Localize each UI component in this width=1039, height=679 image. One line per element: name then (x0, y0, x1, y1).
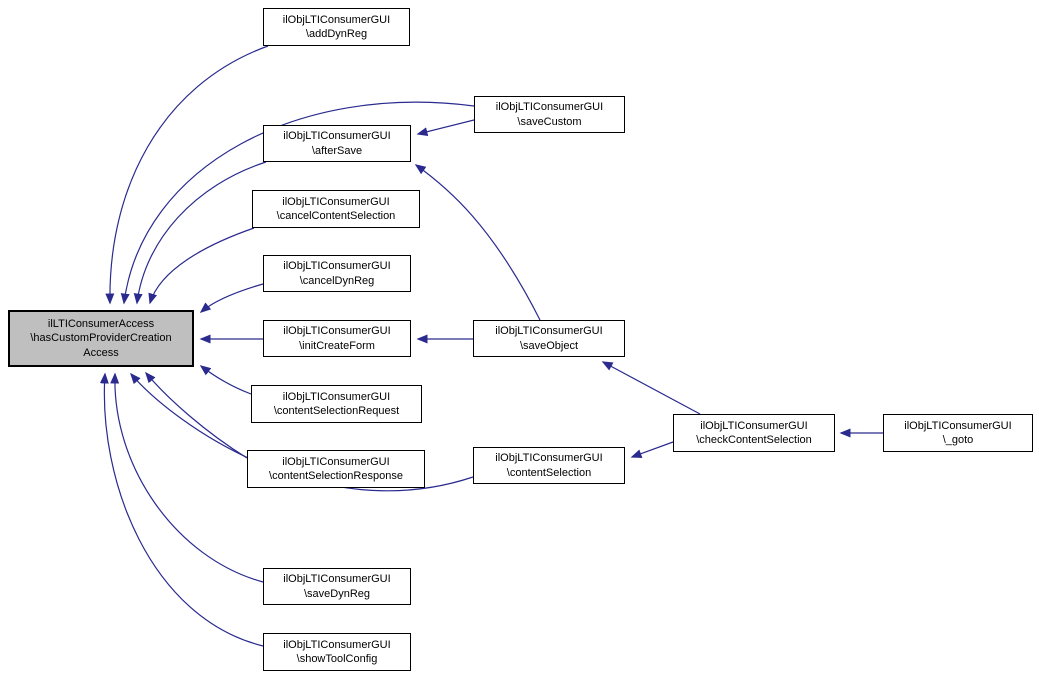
graph-node-label-line: \saveDynReg (303, 587, 371, 600)
edge-checkContentSelection-to-contentSelection (632, 442, 673, 457)
graph-node-label-line: \afterSave (311, 144, 363, 157)
graph-node-hasCustomProviderCreationAccess (8, 310, 194, 367)
graph-node-label-line: \initCreateForm (299, 339, 375, 352)
graph-node-label-line: Access (83, 346, 119, 359)
graph-node-label-line: ilObjLTIConsumerGUI (495, 325, 603, 338)
graph-node-label-line: \saveObject (519, 339, 579, 352)
graph-node-saveObject[interactable] (473, 320, 625, 357)
graph-node-label-line: \checkContentSelection (696, 434, 812, 446)
graph-node-label-line: ilObjLTIConsumerGUI (283, 130, 391, 143)
graph-node-label-line: ilObjLTIConsumerGUI (282, 455, 390, 468)
graph-node-contentSelection[interactable] (473, 447, 625, 484)
graph-node-label-line: \cancelContentSelection (276, 210, 396, 222)
graph-node-contentSelectionRequest[interactable] (251, 385, 422, 423)
graph-node-label-line: ilObjLTIConsumerGUI (904, 419, 1012, 432)
graph-node-label-line: \contentSelectionRequest (273, 405, 400, 417)
edge-saveCustom-to-afterSave (418, 120, 474, 134)
graph-node-_goto[interactable] (883, 414, 1033, 452)
graph-node-label-line: ilObjLTIConsumerGUI (283, 638, 391, 651)
graph-node-label-line: \addDynReg (305, 28, 368, 40)
graph-node-saveCustom[interactable] (474, 96, 625, 133)
edge-saveDynReg-to-hasCustomProviderCreationAccess (115, 374, 263, 582)
graph-node-label-line: ilObjLTIConsumerGUI (282, 390, 391, 403)
graph-node-initCreateForm[interactable] (263, 320, 411, 357)
graph-node-label-line: ilObjLTIConsumerGUI (282, 13, 391, 26)
graph-node-label-line: \saveCustom (517, 115, 582, 128)
graph-node-contentSelectionResponse[interactable] (247, 450, 425, 488)
edge-contentSelectionRequest-to-hasCustomProviderCreationAccess (201, 366, 251, 394)
graph-node-label-line: \cancelDynReg (299, 274, 375, 287)
graph-node-saveDynReg[interactable] (263, 568, 411, 605)
graph-node-label-line: \hasCustomProviderCreation (30, 332, 172, 345)
graph-node-cancelContentSelection[interactable] (252, 190, 420, 228)
graph-node-label-line: ilLTIConsumerAccess (47, 318, 155, 331)
graph-node-checkContentSelection[interactable] (673, 414, 835, 452)
graph-node-label-line: ilObjLTIConsumerGUI (283, 260, 391, 273)
graph-node-afterSave[interactable] (263, 125, 411, 162)
graph-node-showToolConfig[interactable] (263, 633, 411, 671)
graph-node-label-line: \contentSelectionResponse (269, 470, 403, 482)
graph-node-label-line: ilObjLTIConsumerGUI (700, 419, 808, 432)
graph-node-label-line: ilObjLTIConsumerGUI (283, 325, 391, 338)
edge-cancelDynReg-to-hasCustomProviderCreationAccess (201, 284, 263, 312)
edge-showToolConfig-to-hasCustomProviderCreationAccess (104, 374, 263, 646)
edge-checkContentSelection-to-saveObject (603, 362, 700, 414)
graph-node-addDynReg[interactable] (263, 8, 410, 46)
graph-node-label-line: \showToolConfig (296, 653, 378, 665)
graph-node-label-line: ilObjLTIConsumerGUI (495, 452, 603, 465)
graph-node-label-line: ilObjLTIConsumerGUI (283, 573, 391, 586)
edge-saveObject-to-afterSave (416, 165, 540, 320)
graph-node-label-line: ilObjLTIConsumerGUI (495, 101, 604, 114)
graph-node-label-line: \contentSelection (506, 466, 592, 479)
graph-node-label-line: ilObjLTIConsumerGUI (282, 195, 390, 208)
graph-node-label-line: \_goto (942, 434, 974, 446)
edge-afterSave-to-hasCustomProviderCreationAccess (137, 162, 266, 303)
graph-node-cancelDynReg[interactable] (263, 255, 411, 292)
